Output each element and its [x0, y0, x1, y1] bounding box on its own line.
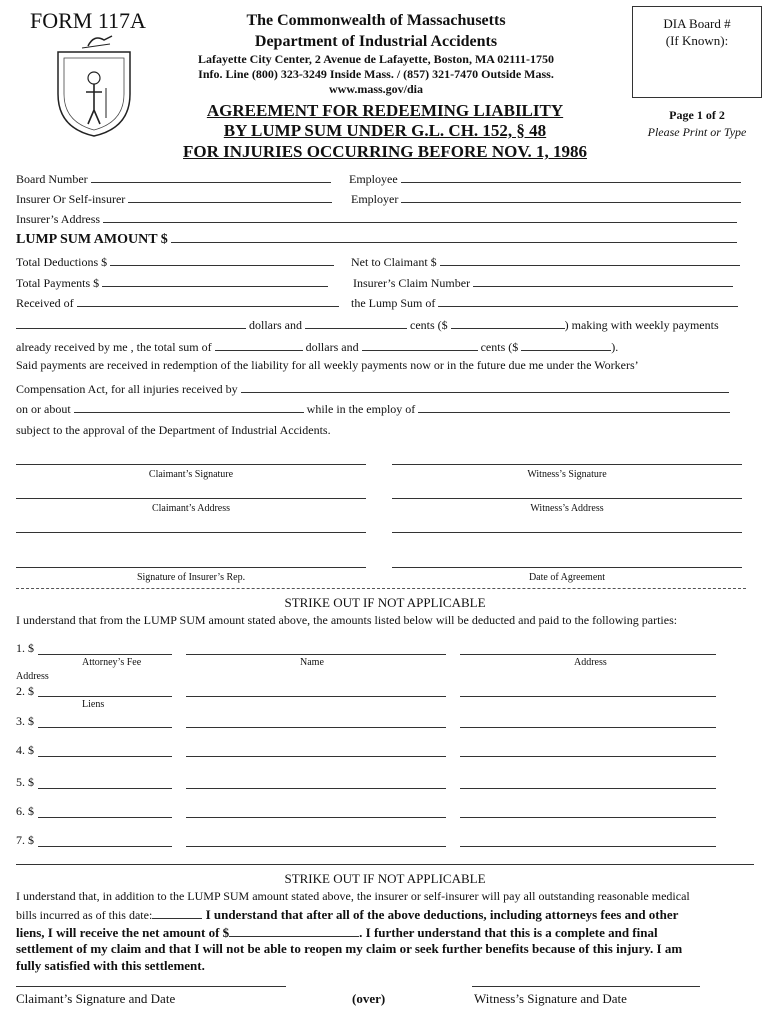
total-sum-field[interactable] [215, 338, 303, 351]
settlement-reopen-text: settlement of my claim and that I will not be able to reopen my claim or seek further benefits because of this injury. I am [16, 941, 683, 956]
while-employ-label: while in the employ of [306, 402, 416, 416]
claimant-address-line[interactable] [16, 498, 366, 514]
insurer-label: Insurer Or Self-insurer [16, 192, 126, 206]
comp-act-row [16, 380, 729, 397]
on-or-about-row [16, 400, 730, 417]
total-payments-field[interactable] [102, 274, 328, 287]
lump-sum-of-field[interactable] [438, 294, 738, 307]
board-number-row [16, 170, 331, 187]
total-deductions-label: Total Deductions $ [16, 255, 108, 269]
deduction-6-name-field[interactable] [186, 817, 446, 818]
dia-board-known-label: (If Known): [665, 33, 729, 48]
witness-address-line-2[interactable] [392, 532, 742, 533]
liens-label: Liens [82, 699, 105, 710]
massachusetts-seal-icon [52, 32, 136, 140]
said-payments-text: Said payments are received in redemption of the liability for all weekly payments now or in the future due me under the Workers’ [16, 358, 639, 372]
subject-approval-text: subject to the approval of the Department of Industrial Accidents. [16, 423, 331, 437]
deduction-5-address-field[interactable] [460, 788, 716, 789]
deduction-row-6-label: 6. $ [16, 804, 34, 818]
cents-paren-label-2: cents ($ [480, 340, 519, 354]
injuries-received-field[interactable] [241, 380, 729, 393]
dollars-and-label: dollars and [249, 318, 302, 332]
deduction-row-7-label: 7. $ [16, 833, 34, 847]
employ-of-field[interactable] [418, 400, 730, 413]
employee-row [349, 170, 741, 187]
witness-address-line[interactable] [392, 498, 742, 514]
witness-address-label: Witness’s Address [530, 503, 604, 514]
cents-paren-label: cents ($ [410, 318, 448, 332]
deduction-6-amount-field[interactable] [38, 817, 172, 818]
insurer-address-field[interactable] [103, 210, 737, 223]
deduction-1-name-field[interactable] [186, 654, 446, 655]
medical-bills-text: I understand that, in addition to the LUMP SUM amount stated above, the insurer or self-insurer will pay all outstanding reasonable medical [16, 889, 690, 903]
already-received-label: already received by me , the total sum of [16, 340, 212, 354]
lump-sum-of-row [351, 294, 738, 311]
print-instruction: Please Print or Type [647, 125, 747, 139]
section-divider-2 [16, 864, 754, 865]
cents-amount-field[interactable] [305, 316, 407, 329]
form-title-line1: AGREEMENT FOR REDEEMING LIABILITY [206, 101, 564, 120]
employer-label: Employer [351, 192, 399, 206]
net-claimant-label: Net to Claimant $ [351, 255, 437, 269]
insurer-rep-label: Signature of Insurer’s Rep. [136, 572, 246, 583]
net-claimant-row [351, 253, 740, 270]
claimant-footer-signature-line[interactable] [16, 986, 286, 987]
received-of-label: Received of [16, 296, 74, 310]
over-label: (over) [352, 991, 386, 1006]
already-received-row [16, 338, 618, 355]
employer-row [351, 190, 741, 207]
board-number-label: Board Number [16, 172, 88, 186]
on-or-about-label: on or about [16, 402, 71, 416]
total-deductions-field[interactable] [110, 253, 334, 266]
deduction-7-address-field[interactable] [460, 846, 716, 847]
deductions-intro-text: I understand that from the LUMP SUM amount stated above, the amounts listed below will be deducted and paid to the following parties: [16, 613, 678, 627]
net-claimant-field[interactable] [440, 253, 740, 266]
deduction-3-amount-field[interactable] [38, 727, 172, 728]
deduction-7-amount-field[interactable] [38, 846, 172, 847]
deduction-4-name-field[interactable] [186, 756, 446, 757]
lump-sum-of-label: the Lump Sum of [351, 296, 436, 310]
witness-footer-label: Witness’s Signature and Date [474, 991, 627, 1006]
deduction-2-name-field[interactable] [186, 696, 446, 697]
comp-act-label: Compensation Act, for all injuries received by [16, 382, 238, 396]
net-amount-field[interactable] [229, 924, 359, 937]
address-column-label: Address [574, 657, 607, 668]
deduction-1-address-field[interactable] [460, 654, 716, 655]
total-payments-row [16, 274, 328, 291]
deductions-understand-text: I understand that after all of the above deductions, including attorneys fees and other [202, 907, 679, 922]
insurer-field[interactable] [128, 190, 332, 203]
address-side-label: Address [16, 671, 49, 682]
insurer-address-row [16, 210, 737, 227]
net-amount-row [16, 924, 658, 941]
form-title-line3: FOR INJURIES OCCURRING BEFORE NOV. 1, 1986 [183, 142, 587, 161]
deduction-5-name-field[interactable] [186, 788, 446, 789]
deduction-3-address-field[interactable] [460, 727, 716, 728]
header-website: www.mass.gov/dia [328, 82, 423, 96]
dollars-amount-field[interactable] [16, 316, 246, 329]
header-commonwealth: The Commonwealth of Massachusetts [246, 12, 506, 29]
bills-date-field[interactable] [152, 906, 202, 919]
dia-board-box[interactable] [632, 6, 762, 98]
satisfied-text: fully satisfied with this settlement. [16, 958, 205, 973]
deduction-row-5-label: 5. $ [16, 775, 34, 789]
bills-date-label: bills incurred as of this date: [16, 908, 153, 922]
page-indicator: Page 1 of 2 [669, 108, 725, 122]
total-cents-field[interactable] [362, 338, 478, 351]
claim-number-row [353, 274, 733, 291]
total-cents-numeric-field[interactable] [521, 338, 611, 351]
deduction-6-address-field[interactable] [460, 817, 716, 818]
deduction-3-name-field[interactable] [186, 727, 446, 728]
dollars-cents-row [16, 316, 719, 333]
strike-heading-1: STRIKE OUT IF NOT APPLICABLE [284, 595, 486, 610]
form-title-line2: BY LUMP SUM UNDER G.L. CH. 152, § 48 [223, 121, 547, 140]
header-phone: Info. Line (800) 323-3249 Inside Mass. / (857) 321-7470 Outside Mass. [198, 67, 554, 81]
employee-label: Employee [349, 172, 398, 186]
employer-field[interactable] [401, 190, 741, 203]
deduction-row-1 [16, 641, 34, 656]
board-number-field[interactable] [91, 170, 331, 183]
insurer-address-label: Insurer’s Address [16, 212, 101, 226]
strike-heading-2: STRIKE OUT IF NOT APPLICABLE [284, 871, 486, 886]
deduction-4-address-field[interactable] [460, 756, 716, 757]
weekly-payments-label: ) making with weekly payments [564, 318, 719, 332]
agreement-date-label: Date of Agreement [528, 572, 606, 583]
lump-sum-field[interactable] [171, 230, 737, 243]
witness-footer-signature-line[interactable] [472, 986, 700, 987]
section-divider-1 [16, 588, 746, 589]
lump-sum-row [16, 230, 737, 248]
total-deductions-row [16, 253, 334, 270]
claimant-signature-label: Claimant’s Signature [148, 469, 234, 480]
claimant-address-line-2[interactable] [16, 532, 366, 533]
claimant-footer-label: Claimant’s Signature and Date [16, 991, 176, 1006]
deduction-row-2-label: 2. $ [16, 684, 34, 698]
agreement-date-line[interactable] [392, 567, 742, 583]
form-number: FORM 117A [30, 8, 146, 33]
deduction-row-3-label: 3. $ [16, 714, 34, 728]
final-settlement-text: . I further understand that this is a complete and final [359, 925, 658, 940]
total-payments-label: Total Payments $ [16, 276, 100, 290]
insurer-rep-signature-line[interactable] [16, 567, 366, 583]
attorney-fee-label: Attorney’s Fee [82, 657, 142, 668]
witness-signature-label: Witness’s Signature [527, 469, 607, 480]
close-paren-label: ). [611, 340, 619, 354]
deduction-row-4-label: 4. $ [16, 743, 34, 757]
net-amount-label: liens, I will receive the net amount of $ [16, 925, 230, 940]
injury-date-field[interactable] [74, 400, 304, 413]
claim-number-label: Insurer’s Claim Number [353, 276, 471, 290]
bills-date-row [16, 906, 678, 923]
employee-field[interactable] [401, 170, 741, 183]
lump-sum-label: LUMP SUM AMOUNT $ [16, 232, 168, 247]
cents-numeric-field[interactable] [451, 316, 565, 329]
received-of-row [16, 294, 339, 311]
insurer-row [16, 190, 332, 207]
deduction-2-address-field[interactable] [460, 696, 716, 697]
name-column-label: Name [300, 657, 324, 668]
dia-board-label: DIA Board # [663, 16, 731, 31]
header-department: Department of Industrial Accidents [254, 33, 498, 50]
claimant-signature-line[interactable] [16, 464, 366, 480]
deduction-4-amount-field[interactable] [38, 756, 172, 757]
deduction-5-amount-field[interactable] [38, 788, 172, 789]
deduction-7-name-field[interactable] [186, 846, 446, 847]
deduction-1-amount-field[interactable] [38, 654, 172, 655]
witness-signature-line[interactable] [392, 464, 742, 480]
deduction-row-1-label: 1. $ [16, 641, 34, 655]
claim-number-field[interactable] [473, 274, 733, 287]
dollars-and-label-2: dollars and [305, 340, 359, 354]
received-of-field[interactable] [77, 294, 339, 307]
claimant-address-label: Claimant’s Address [151, 503, 231, 514]
deduction-2-amount-field[interactable] [38, 696, 172, 697]
header-address: Lafayette City Center, 2 Avenue de Lafayette, Boston, MA 02111-1750 [198, 52, 554, 66]
